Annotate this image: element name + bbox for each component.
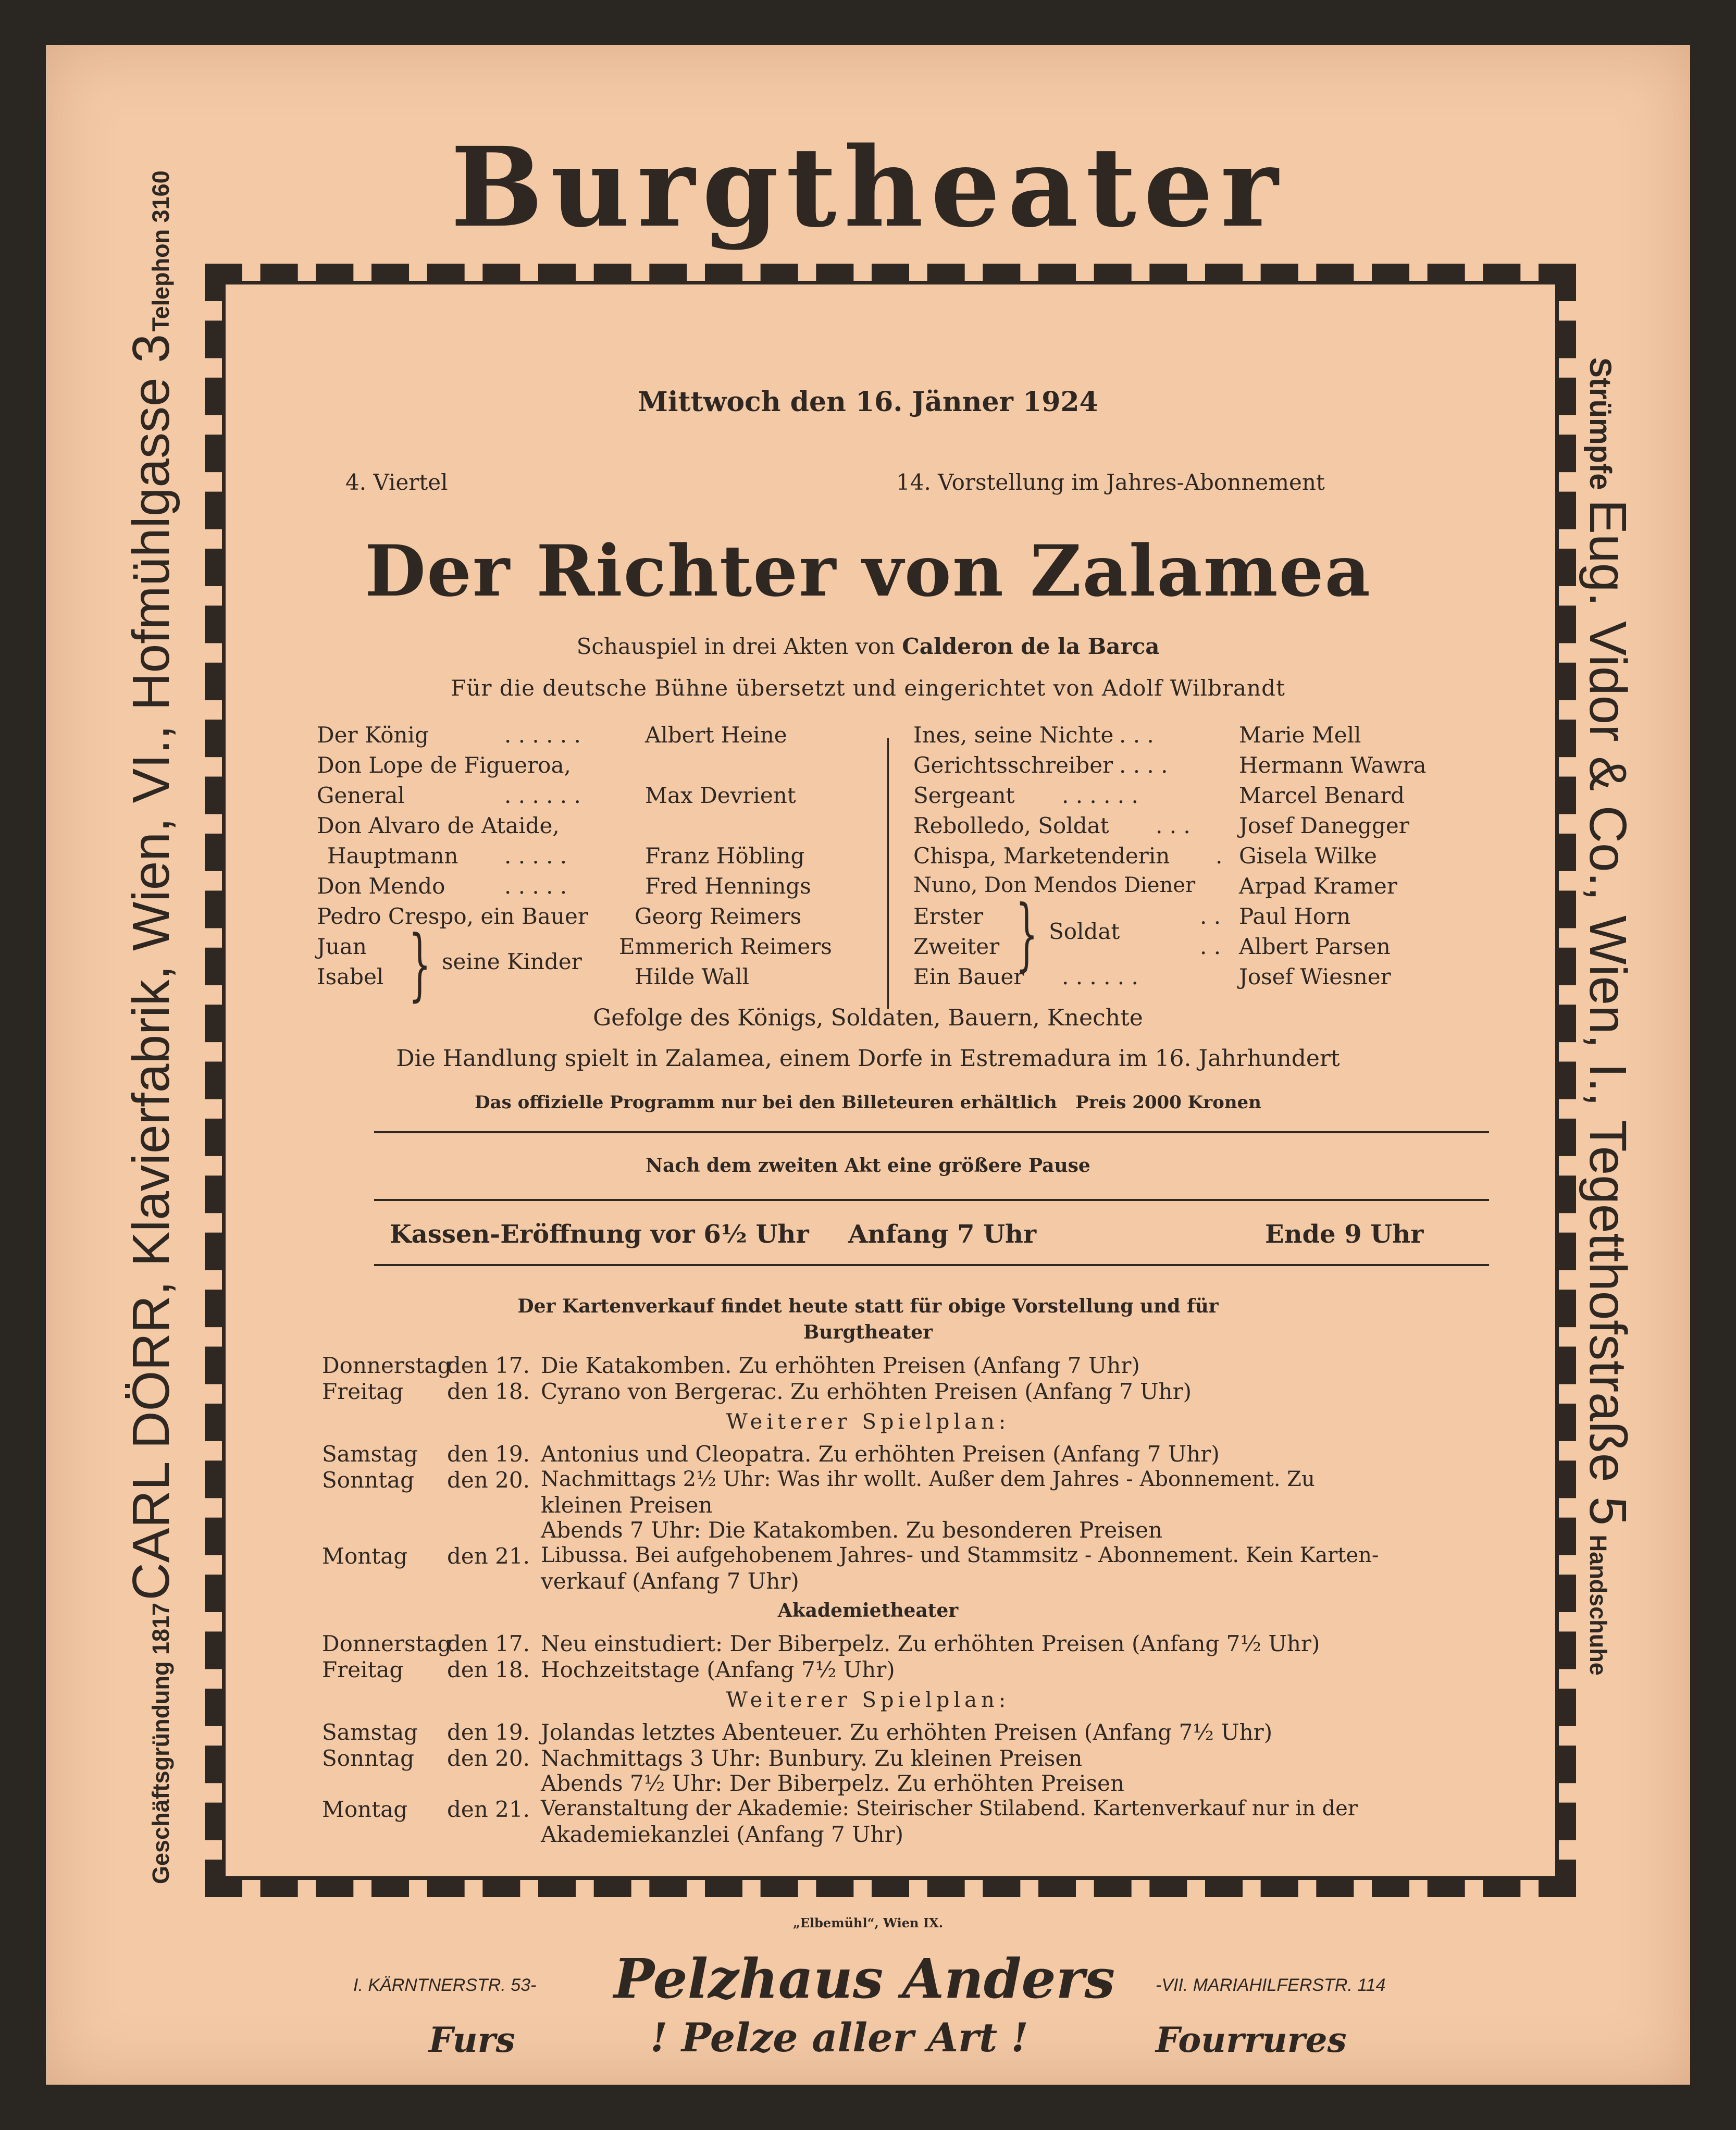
ad-address-right: -VII. MARIAHILFERSTR. 114 (1156, 1975, 1386, 1995)
brace-icon: } (1015, 889, 1038, 980)
cast-actor: Albert Heine (645, 722, 787, 748)
side-advertisement-left (121, 170, 181, 1884)
schedule-day: Montag (322, 1797, 408, 1822)
masthead: Burgtheater (450, 123, 1286, 252)
cast-role: Rebolledo, Soldat (913, 813, 1109, 838)
cast-actor: Josef Danegger (1239, 813, 1409, 838)
schedule-day: Sonntag (322, 1745, 414, 1771)
schedule-entry: kleinen Preisen (541, 1492, 713, 1518)
schedule-day: Sonntag (322, 1467, 414, 1493)
schedule-entry: Jolandas letztes Abenteuer. Zu erhöhten Preisen (Anfang 7½ Uhr) (541, 1719, 1273, 1745)
schedule-day: Freitag (322, 1657, 404, 1682)
side-right-company: Eug. Vidor & Co., Wien, I., Tegetthofstraße 5 (1579, 499, 1637, 1526)
schedule-day: Montag (322, 1543, 408, 1569)
schedule-date: den 19. (447, 1719, 530, 1745)
setting-line: Die Handlung spielt in Zalamea, einem Dorfe in Estremadura im 16. Jahrhundert (396, 1045, 1340, 1072)
schedule-entry: Nachmittags 2½ Uhr: Was ihr wollt. Außer dem Jahres - Abonnement. Zu (541, 1467, 1315, 1491)
cast-role: Hauptmann (327, 843, 458, 869)
cast-dots: . . . . (1119, 752, 1168, 778)
divider-rule (374, 1264, 1489, 1266)
schedule-day: Donnerstag (322, 1631, 452, 1656)
side-advertisement-right (1578, 357, 1638, 1676)
ad-fourrures: Fourrures (1156, 2020, 1347, 2060)
schedule-date: den 21. (447, 1797, 530, 1822)
cast-role: Don Alvaro de Ataide, (317, 813, 560, 838)
cast-actor: Hermann Wawra (1239, 752, 1427, 778)
cast-dots: . . . . . (504, 873, 567, 899)
box-office-time: Kassen-Eröffnung vor 6½ Uhr (390, 1220, 809, 1249)
cast-actor: Albert Parsen (1239, 934, 1391, 959)
cast-role: Ein Bauer (913, 964, 1024, 989)
start-time: Anfang 7 Uhr (848, 1220, 1037, 1249)
subscription-quarter: 4. Viertel (345, 469, 448, 495)
cast-role: Erster (913, 903, 984, 929)
end-time: Ende 9 Uhr (1265, 1220, 1424, 1249)
cast-dots: . . . . . . (504, 722, 581, 748)
schedule-day: Freitag (322, 1379, 404, 1404)
further-program-label: Weiterer Spielplan: (726, 1410, 1010, 1434)
schedule-entry: Hochzeitstage (Anfang 7½ Uhr) (541, 1657, 895, 1682)
schedule-date: den 17. (447, 1353, 530, 1378)
schedule-entry: Libussa. Bei aufgehobenem Jahres- und Stammsitz - Abonnement. Kein Karten- (541, 1543, 1379, 1567)
program-note-text: Das offizielle Programm nur bei den Billeteuren erhältlich (475, 1092, 1057, 1113)
cast-actor: Franz Höbling (645, 843, 805, 869)
cast-dots: . . (1200, 903, 1221, 929)
cast-role: Sergeant (913, 783, 1015, 808)
cast-role: Chispa, Marketenderin (913, 843, 1170, 869)
date-line: Mittwoch den 16. Jänner 1924 (638, 386, 1098, 418)
cast-actor: Hilde Wall (635, 964, 750, 989)
cast-actor: Marie Mell (1239, 722, 1361, 748)
cast-dots: . . . . . (504, 843, 567, 869)
printer-credit: „Elbemühl“, Wien IX. (792, 1915, 944, 1930)
cast-actor: Emmerich Reimers (619, 934, 832, 959)
cast-role: Isabel (317, 964, 384, 989)
cast-dots: . (1216, 843, 1223, 869)
pause-note: Nach dem zweiten Akt eine größere Pause (646, 1155, 1090, 1177)
schedule-day: Samstag (322, 1441, 418, 1467)
schedule-entry: Die Katakomben. Zu erhöhten Preisen (Anfang 7 Uhr) (541, 1353, 1140, 1378)
program-note (46, 1092, 1690, 1113)
ad-company-name: Pelzhaus Anders (614, 1947, 1115, 2011)
author-name: Calderon de la Barca (902, 634, 1160, 659)
schedule-entry: verkauf (Anfang 7 Uhr) (541, 1568, 799, 1594)
play-title: Der Richter von Zalamea (365, 529, 1371, 612)
schedule-date: den 17. (447, 1631, 530, 1656)
cast-role: Der König (317, 722, 429, 748)
further-program-label: Weiterer Spielplan: (726, 1688, 1010, 1712)
schedule-date: den 18. (447, 1379, 530, 1404)
schedule-entry: Nachmittags 3 Uhr: Bunbury. Zu kleinen Preisen (541, 1745, 1083, 1771)
schedule-entry: Abends 7½ Uhr: Der Biberpelz. Zu erhöhten Preisen (541, 1770, 1124, 1796)
cast-actor: Georg Reimers (635, 903, 802, 929)
translation-note: Für die deutsche Bühne übersetzt und eingerichtet von Adolf Wilbrandt (451, 675, 1285, 701)
cast-role: Don Mendo (317, 873, 445, 899)
schedule-date: den 20. (447, 1467, 530, 1493)
cast-actor: Josef Wiesner (1239, 964, 1391, 989)
cast-dots: . . . . . . (1062, 783, 1138, 808)
cast-dots: . . . (1156, 813, 1191, 838)
side-right-product1: Strümpfe (1583, 357, 1617, 490)
schedule-date: den 19. (447, 1441, 530, 1467)
akademietheater-heading: Akademietheater (777, 1600, 959, 1621)
brace-icon: } (408, 919, 431, 1010)
ad-address-left: I. KÄRNTNERSTR. 53- (353, 1975, 537, 1995)
cast-role: Zweiter (913, 934, 1000, 959)
schedule-day: Samstag (322, 1719, 418, 1745)
cast-role: Ines, seine Nichte (913, 722, 1114, 748)
cast-dots: . . . . . . (1062, 964, 1138, 989)
cast-role: Pedro Crespo, ein Bauer (317, 903, 588, 929)
cast-dots: . . (1200, 934, 1221, 959)
cast-group: seine Kinder (442, 949, 582, 974)
cast-actor: Max Devrient (645, 783, 796, 808)
divider-rule (374, 1131, 1489, 1133)
cast-actor: Fred Hennings (645, 873, 811, 899)
schedule-date: den 18. (447, 1657, 530, 1682)
side-left-company: CARL DÖRR, Klavierfabrik, Wien, VI., Hofmühlgasse 3 (122, 333, 180, 1601)
schedule-date: den 21. (447, 1543, 530, 1569)
subscription-performance: 14. Vorstellung im Jahres-Abonnement (896, 469, 1325, 495)
playbill-sheet (46, 45, 1690, 2085)
cast-actor: Gisela Wilke (1239, 843, 1377, 869)
side-left-founded: Geschäftsgründung 1817 (147, 1602, 174, 1884)
cast-role: Nuno, Don Mendos Diener (913, 873, 1196, 897)
play-subtitle (46, 634, 1690, 659)
cast-actor: Arpad Kramer (1239, 873, 1397, 899)
burgtheater-heading: Burgtheater (803, 1321, 933, 1343)
schedule-entry: Veranstaltung der Akademie: Steirischer Stilabend. Kartenverkauf nur in der (541, 1797, 1358, 1821)
schedule-entry: Akademiekanzlei (Anfang 7 Uhr) (541, 1822, 904, 1847)
program-price: Preis 2000 Kronen (1075, 1092, 1261, 1113)
sales-note: Der Kartenverkauf findet heute statt für obige Vorstellung und für (517, 1295, 1219, 1317)
schedule-date: den 20. (447, 1745, 530, 1771)
cast-role: Don Lope de Figueroa, (317, 752, 571, 778)
cast-group: Soldat (1049, 919, 1120, 944)
cast-actor: Paul Horn (1239, 903, 1351, 929)
cast-dots: . . . . . . (504, 783, 581, 808)
divider-rule (374, 1199, 1489, 1201)
cast-role: General (317, 783, 405, 808)
side-right-product2: Handschuhe (1585, 1534, 1611, 1676)
schedule-entry: Cyrano von Bergerac. Zu erhöhten Preisen (Anfang 7 Uhr) (541, 1379, 1192, 1404)
retinue-line: Gefolge des Königs, Soldaten, Bauern, Knechte (593, 1005, 1143, 1031)
ad-furs: Furs (429, 2020, 515, 2060)
schedule-entry: Abends 7 Uhr: Die Katakomben. Zu besonderen Preisen (541, 1517, 1163, 1543)
schedule-day: Donnerstag (322, 1353, 452, 1378)
cast-role: Gerichtsschreiber (913, 752, 1113, 778)
cast-role: Juan (317, 934, 367, 959)
column-divider (887, 738, 889, 1009)
schedule-entry: Antonius und Cleopatra. Zu erhöhten Preisen (Anfang 7 Uhr) (541, 1441, 1220, 1467)
cast-actor: Marcel Benard (1239, 783, 1405, 808)
side-left-phone: Telephon 3160 (147, 170, 174, 332)
ad-slogan: ! Pelze aller Art ! (650, 2014, 1028, 2061)
cast-dots: . . . (1119, 722, 1154, 748)
schedule-entry: Neu einstudiert: Der Biberpelz. Zu erhöhten Preisen (Anfang 7½ Uhr) (541, 1631, 1320, 1656)
subtitle-prefix: Schauspiel in drei Akten von (576, 634, 895, 659)
